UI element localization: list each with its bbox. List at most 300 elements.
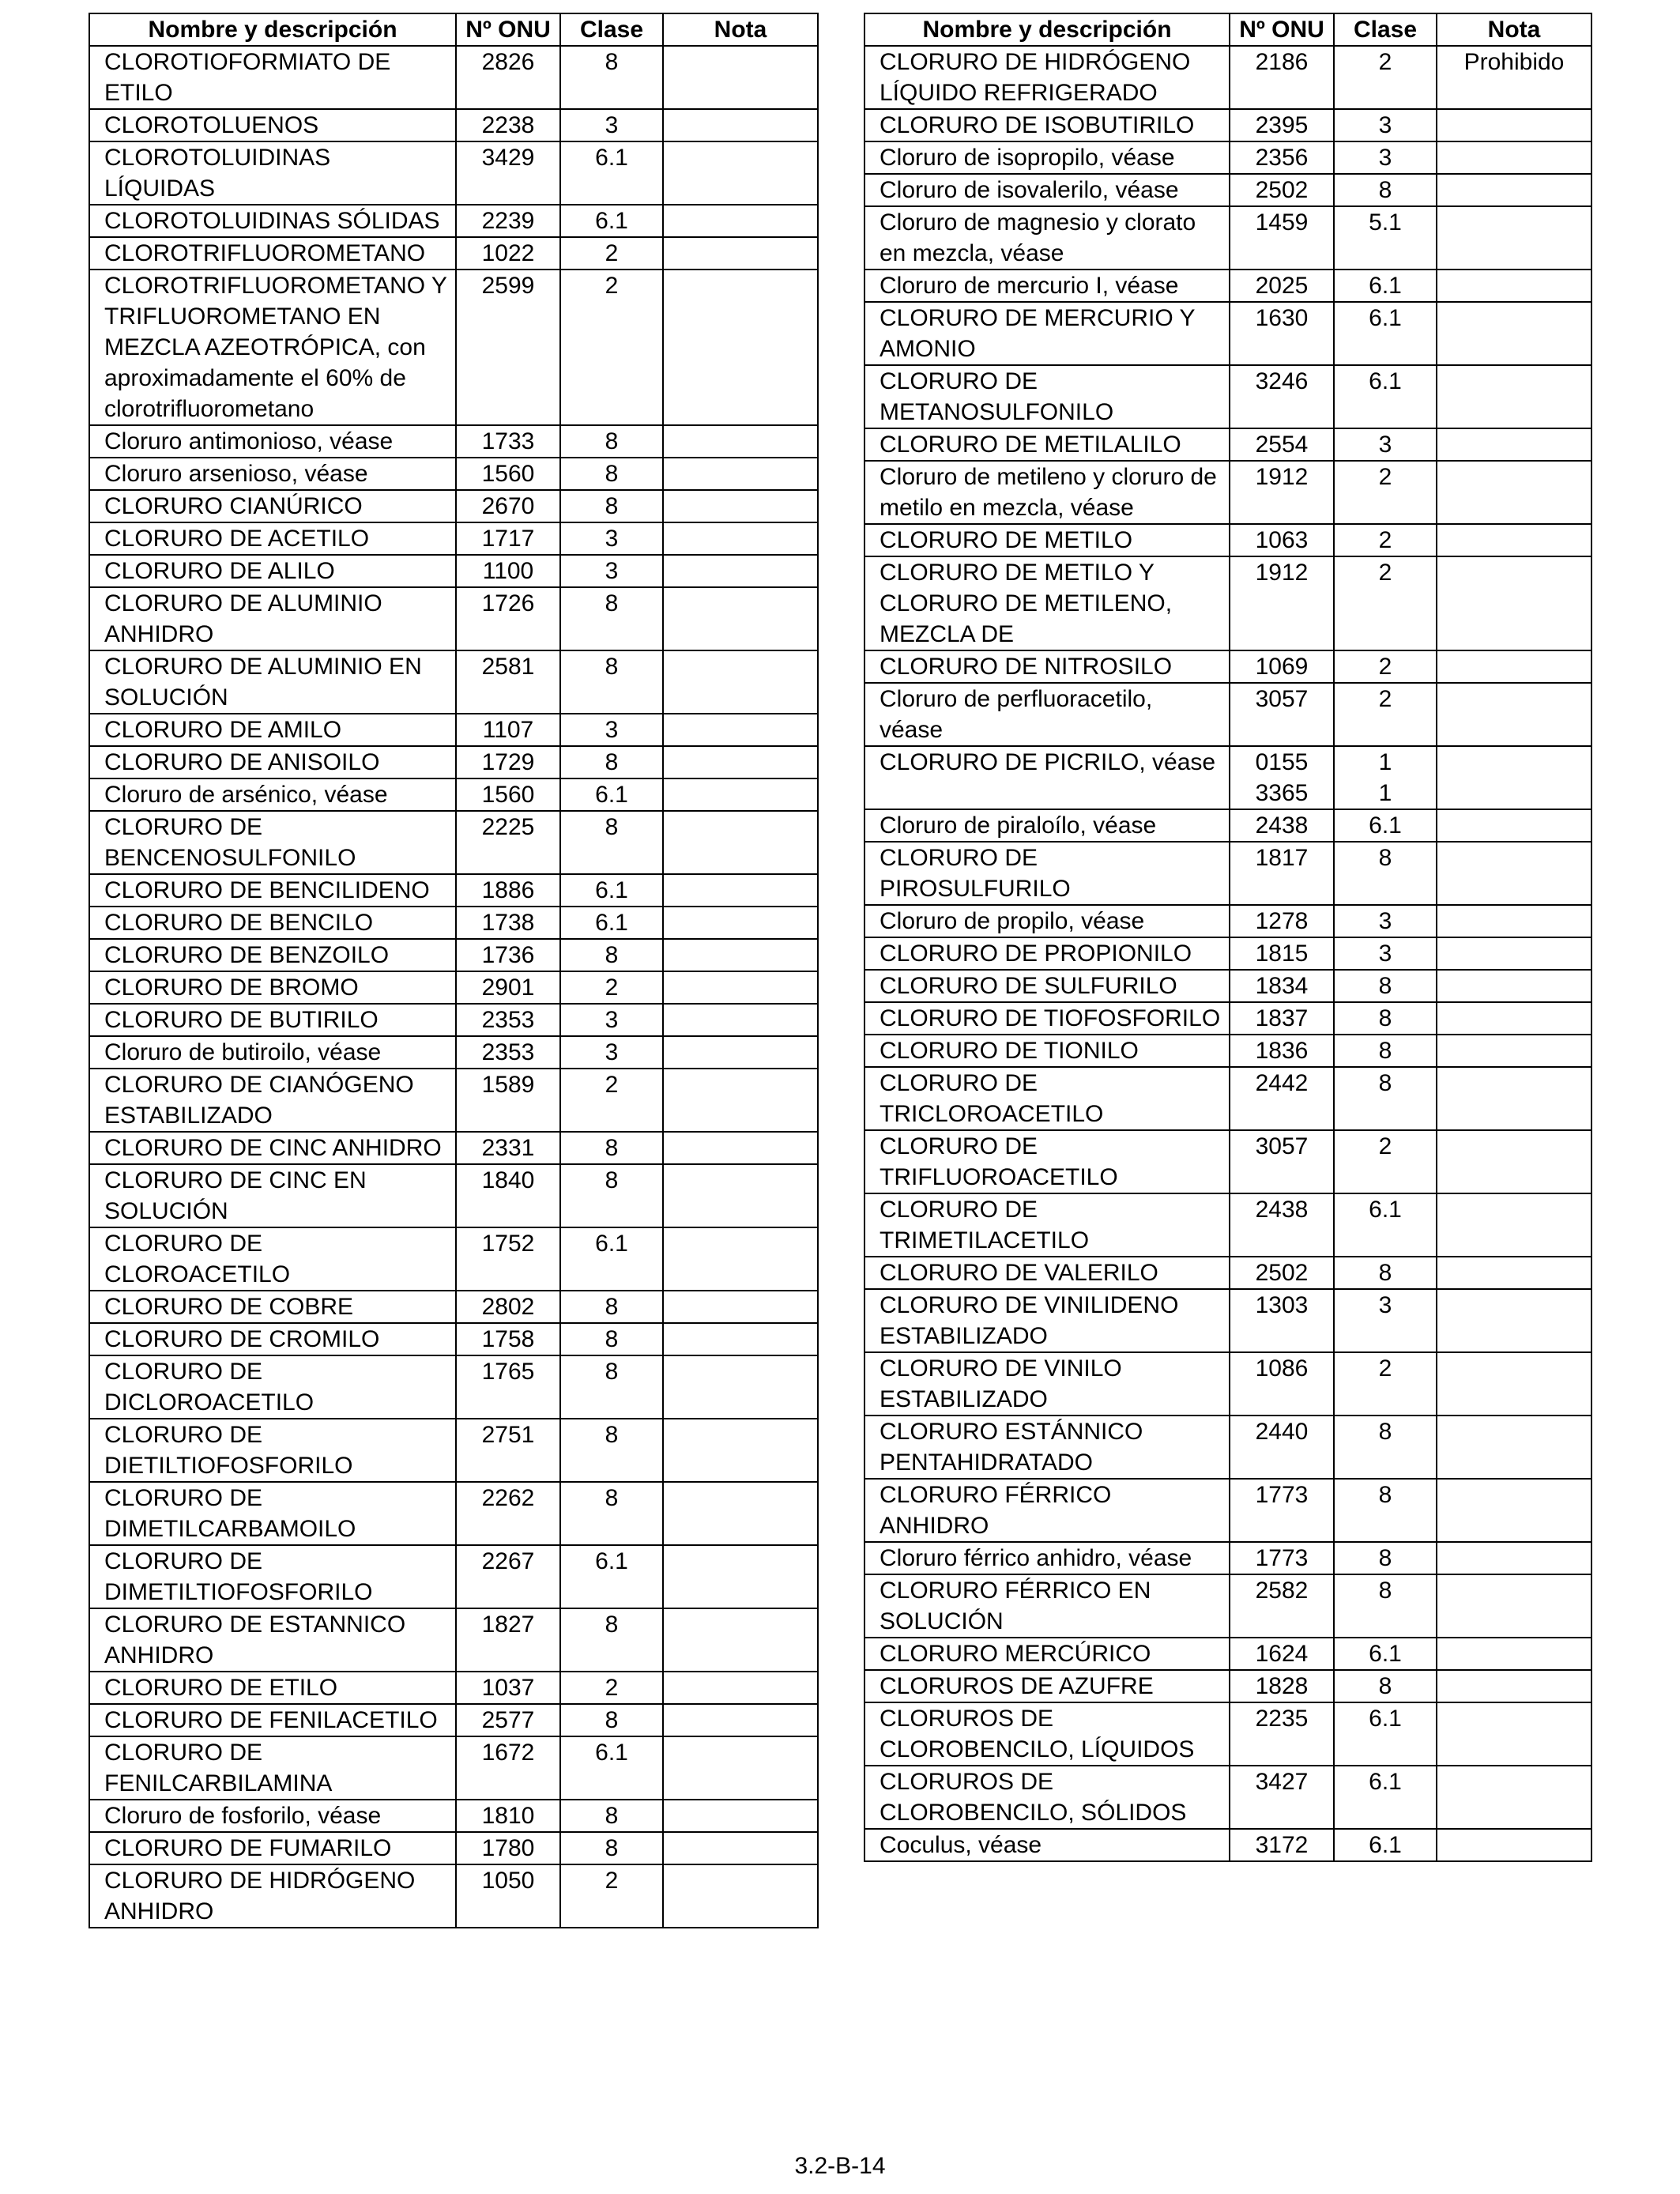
cell-onu: 1733: [456, 425, 560, 458]
cell-clase: 1 1: [1334, 746, 1437, 809]
table-row: [89, 1036, 818, 1069]
table-row: [864, 1352, 1591, 1416]
table-row: [89, 205, 818, 237]
table-row: [864, 937, 1591, 970]
cell-clase: 8: [560, 1482, 663, 1545]
cell-name: CLORURO DE CINC ANHIDRO: [89, 1132, 456, 1164]
cell-name: CLORURO DE NITROSILO: [864, 650, 1230, 683]
table-row: [89, 141, 818, 205]
cell-clase: 8: [1334, 1574, 1437, 1638]
cell-clase: 2: [560, 270, 663, 425]
cell-clase: 8: [560, 46, 663, 109]
table-row: [89, 425, 818, 458]
cell-nota: [663, 1736, 818, 1800]
table-row: [864, 1193, 1591, 1257]
cell-onu: 1459: [1230, 206, 1334, 270]
cell-name: CLORURO DE ETILO: [89, 1672, 456, 1704]
cell-name: CLORURO DE MERCURIO Y AMONIO: [864, 302, 1230, 365]
cell-onu: 2826: [456, 46, 560, 109]
cell-onu: 1037: [456, 1672, 560, 1704]
table-row: [864, 809, 1591, 842]
cell-nota: [663, 425, 818, 458]
cell-clase: 8: [1334, 1257, 1437, 1289]
cell-onu: 2802: [456, 1291, 560, 1323]
cell-clase: 8: [1334, 174, 1437, 206]
cell-name: CLORURO DE METILO: [864, 524, 1230, 556]
cell-onu: 1765: [456, 1355, 560, 1419]
cell-clase: 8: [560, 1355, 663, 1419]
table-row: [864, 206, 1591, 270]
cell-clase: 8: [560, 587, 663, 650]
cell-clase: 6.1: [560, 907, 663, 939]
cell-name: CLORURO DE ANISOILO: [89, 746, 456, 778]
cell-onu: 2262: [456, 1482, 560, 1545]
cell-clase: 6.1: [1334, 1638, 1437, 1670]
cell-name: CLOROTOLUENOS: [89, 109, 456, 141]
cell-nota: [1437, 809, 1591, 842]
table-row: [864, 905, 1591, 937]
cell-nota: [1437, 1638, 1591, 1670]
cell-name: Cloruro de butiroilo, véase: [89, 1036, 456, 1069]
cell-clase: 3: [560, 522, 663, 555]
table-row: [864, 556, 1591, 650]
cell-nota: [663, 1832, 818, 1864]
table-row: [89, 1800, 818, 1832]
table-row: [89, 1736, 818, 1800]
table-row: [864, 109, 1591, 141]
table-row: [864, 1829, 1591, 1861]
table-row: [864, 46, 1591, 109]
cell-clase: 6.1: [1334, 365, 1437, 428]
table-row: [864, 650, 1591, 683]
cell-nota: [663, 205, 818, 237]
cell-nota: [1437, 746, 1591, 809]
cell-nota: [663, 270, 818, 425]
table-header-row: [864, 13, 1591, 46]
table-row: [864, 970, 1591, 1002]
cell-name: CLORURO DE DIMETILCARBAMOILO: [89, 1482, 456, 1545]
table-row: [864, 1542, 1591, 1574]
cell-name: Cloruro de fosforilo, véase: [89, 1800, 456, 1832]
cell-name: CLORURO DE CIANÓGENO ESTABILIZADO: [89, 1069, 456, 1132]
table-row: [864, 1416, 1591, 1479]
cell-onu: 2751: [456, 1419, 560, 1482]
table-row: [864, 1670, 1591, 1702]
table-row: [89, 714, 818, 746]
cell-nota: [1437, 650, 1591, 683]
cell-nota: [663, 587, 818, 650]
cell-name: Cloruro de piraloílo, véase: [864, 809, 1230, 842]
table-row: [864, 1766, 1591, 1829]
cell-onu: 1912: [1230, 556, 1334, 650]
cell-name: CLORURO DE DIETILTIOFOSFORILO: [89, 1419, 456, 1482]
cell-clase: 6.1: [1334, 1766, 1437, 1829]
cell-nota: [663, 555, 818, 587]
cell-clase: 3: [1334, 905, 1437, 937]
cell-nota: [663, 1800, 818, 1832]
cell-name: CLORURO DE PICRILO, véase: [864, 746, 1230, 809]
cell-nota: [663, 1036, 818, 1069]
cell-clase: 8: [560, 1291, 663, 1323]
table-row: [89, 811, 818, 874]
cell-nota: [1437, 905, 1591, 937]
cell-clase: 2: [560, 1672, 663, 1704]
cell-clase: 6.1: [1334, 1193, 1437, 1257]
cell-nota: [663, 109, 818, 141]
table-row: [864, 1638, 1591, 1670]
cell-onu: 1780: [456, 1832, 560, 1864]
cell-onu: 2901: [456, 971, 560, 1004]
cell-name: CLORURO DE ALUMINIO ANHIDRO: [89, 587, 456, 650]
cell-name: CLORURO DE TIONILO: [864, 1035, 1230, 1067]
cell-clase: 8: [1334, 1416, 1437, 1479]
table-row: [89, 490, 818, 522]
cell-onu: 2267: [456, 1545, 560, 1608]
cell-clase: 6.1: [1334, 1702, 1437, 1766]
cell-name: CLORURO DE FUMARILO: [89, 1832, 456, 1864]
cell-nota: [663, 1672, 818, 1704]
cell-clase: 2: [560, 1069, 663, 1132]
cell-name: CLORURO CIANÚRICO: [89, 490, 456, 522]
cell-name: CLORURO DE HIDRÓGENO LÍQUIDO REFRIGERADO: [864, 46, 1230, 109]
cell-nota: [1437, 683, 1591, 746]
cell-nota: [663, 971, 818, 1004]
cell-onu: 2502: [1230, 1257, 1334, 1289]
cell-onu: 1834: [1230, 970, 1334, 1002]
cell-name: CLORURO DE CLOROACETILO: [89, 1227, 456, 1291]
cell-nota: [663, 522, 818, 555]
table-row: [864, 1574, 1591, 1638]
cell-name: Cloruro férrico anhidro, véase: [864, 1542, 1230, 1574]
cell-name: Cloruro antimonioso, véase: [89, 425, 456, 458]
table-row: [864, 524, 1591, 556]
cell-nota: [1437, 524, 1591, 556]
cell-clase: 8: [1334, 1479, 1437, 1542]
cell-name: CLORUROS DE CLOROBENCILO, LÍQUIDOS: [864, 1702, 1230, 1766]
cell-clase: 6.1: [560, 205, 663, 237]
cell-name: CLORURO DE VINILIDENO ESTABILIZADO: [864, 1289, 1230, 1352]
cell-name: CLORURO FÉRRICO EN SOLUCIÓN: [864, 1574, 1230, 1638]
cell-nota: [663, 1164, 818, 1227]
cell-name: CLORURO DE ALILO: [89, 555, 456, 587]
cell-nota: [663, 141, 818, 205]
cell-clase: 2: [1334, 556, 1437, 650]
table-row: [89, 237, 818, 270]
cell-onu: 1817: [1230, 842, 1334, 905]
cell-nota: [663, 1004, 818, 1036]
header-clase: Clase: [560, 13, 663, 46]
cell-nota: [1437, 1542, 1591, 1574]
table-row: [864, 1130, 1591, 1193]
cell-name: CLORURO DE ACETILO: [89, 522, 456, 555]
cell-onu: 2438: [1230, 1193, 1334, 1257]
cell-clase: 8: [1334, 1002, 1437, 1035]
cell-clase: 2: [560, 1864, 663, 1928]
cell-onu: 1717: [456, 522, 560, 555]
cell-onu: 1828: [1230, 1670, 1334, 1702]
cell-nota: [1437, 970, 1591, 1002]
table-row: [89, 1132, 818, 1164]
cell-name: CLORURO DE TIOFOSFORILO: [864, 1002, 1230, 1035]
cell-clase: 8: [560, 490, 663, 522]
table-row: [864, 1002, 1591, 1035]
table-row: [864, 174, 1591, 206]
cell-onu: 1630: [1230, 302, 1334, 365]
cell-name: CLORUROS DE CLOROBENCILO, SÓLIDOS: [864, 1766, 1230, 1829]
table-row: [89, 1832, 818, 1864]
cell-name: CLORURO DE AMILO: [89, 714, 456, 746]
cell-nota: [663, 1482, 818, 1545]
cell-clase: 3: [560, 555, 663, 587]
table-row: [89, 778, 818, 811]
cell-clase: 8: [560, 811, 663, 874]
cell-name: CLOROTOLUIDINAS SÓLIDAS: [89, 205, 456, 237]
cell-nota: [1437, 1130, 1591, 1193]
cell-clase: 3: [560, 109, 663, 141]
cell-onu: 2235: [1230, 1702, 1334, 1766]
cell-onu: 0155 3365: [1230, 746, 1334, 809]
cell-onu: 2438: [1230, 809, 1334, 842]
table-left-body: [89, 46, 818, 1928]
cell-nota: [663, 1419, 818, 1482]
cell-onu: 2670: [456, 490, 560, 522]
table-row: [864, 365, 1591, 428]
cell-nota: [1437, 428, 1591, 461]
cell-name: Cloruro de isovalerilo, véase: [864, 174, 1230, 206]
cell-name: CLORURO DE TRIMETILACETILO: [864, 1193, 1230, 1257]
table-row: [864, 1035, 1591, 1067]
cell-onu: 3057: [1230, 1130, 1334, 1193]
cell-name: Cloruro arsenioso, véase: [89, 458, 456, 490]
cell-name: CLOROTRIFLUOROMETANO: [89, 237, 456, 270]
table-row: [89, 939, 818, 971]
cell-nota: [1437, 302, 1591, 365]
cell-clase: 8: [560, 1800, 663, 1832]
cell-name: CLORUROS DE AZUFRE: [864, 1670, 1230, 1702]
cell-onu: 1560: [456, 778, 560, 811]
cell-onu: 2331: [456, 1132, 560, 1164]
table-row: [89, 1355, 818, 1419]
cell-nota: [663, 650, 818, 714]
cell-nota: [663, 1608, 818, 1672]
cell-nota: [663, 1864, 818, 1928]
header-clase: Clase: [1334, 13, 1437, 46]
cell-clase: 3: [1334, 428, 1437, 461]
cell-clase: 8: [1334, 1542, 1437, 1574]
cell-nota: [663, 778, 818, 811]
table-row: [89, 907, 818, 939]
cell-name: CLOROTRIFLUOROMETANO Y TRIFLUOROMETANO EN MEZCLA AZEOTRÓPICA, con aproximadamente el 60% de clorotrifluorometano: [89, 270, 456, 425]
cell-clase: 8: [1334, 1035, 1437, 1067]
cell-onu: 1589: [456, 1069, 560, 1132]
cell-onu: 1726: [456, 587, 560, 650]
cell-nota: [1437, 270, 1591, 302]
table-row: [864, 1067, 1591, 1130]
table-row: [89, 522, 818, 555]
cell-name: CLORURO DE ESTANNICO ANHIDRO: [89, 1608, 456, 1672]
cell-clase: 2: [1334, 1130, 1437, 1193]
table-right-body: [864, 46, 1591, 1861]
cell-nota: [1437, 461, 1591, 524]
table-row: [89, 1004, 818, 1036]
cell-name: Cloruro de perfluoracetilo, véase: [864, 683, 1230, 746]
cell-onu: 1107: [456, 714, 560, 746]
cell-onu: 1069: [1230, 650, 1334, 683]
cell-clase: 8: [1334, 842, 1437, 905]
cell-nota: [1437, 1257, 1591, 1289]
cell-onu: 2502: [1230, 174, 1334, 206]
cell-nota: [1437, 206, 1591, 270]
cell-nota: [663, 46, 818, 109]
cell-nota: [663, 1069, 818, 1132]
cell-onu: 2442: [1230, 1067, 1334, 1130]
cell-nota: [1437, 1829, 1591, 1861]
cell-nota: [1437, 1289, 1591, 1352]
table-row: [864, 461, 1591, 524]
cell-onu: 2238: [456, 109, 560, 141]
table-row: [89, 1069, 818, 1132]
table-row: [864, 270, 1591, 302]
cell-name: CLORURO DE METILO Y CLORURO DE METILENO, MEZCLA DE: [864, 556, 1230, 650]
table-header-row: [89, 13, 818, 46]
cell-onu: 2239: [456, 205, 560, 237]
cell-nota: [1437, 1067, 1591, 1130]
cell-onu: 1063: [1230, 524, 1334, 556]
cell-name: CLORURO DE PROPIONILO: [864, 937, 1230, 970]
header-nota: Nota: [1437, 13, 1591, 46]
cell-onu: 1836: [1230, 1035, 1334, 1067]
cell-clase: 2: [560, 237, 663, 270]
cell-clase: 3: [1334, 109, 1437, 141]
cell-clase: 8: [560, 1419, 663, 1482]
cell-name: CLORURO FÉRRICO ANHIDRO: [864, 1479, 1230, 1542]
table-row: [89, 746, 818, 778]
cell-clase: 3: [1334, 1289, 1437, 1352]
cell-name: CLORURO DE VALERILO: [864, 1257, 1230, 1289]
cell-clase: 3: [560, 714, 663, 746]
cell-name: CLORURO DE TRIFLUOROACETILO: [864, 1130, 1230, 1193]
cell-name: CLORURO DE METANOSULFONILO: [864, 365, 1230, 428]
table-row: [864, 683, 1591, 746]
cell-onu: 2186: [1230, 46, 1334, 109]
cell-onu: 1827: [456, 1608, 560, 1672]
cell-name: CLORURO MERCÚRICO: [864, 1638, 1230, 1670]
cell-nota: [1437, 109, 1591, 141]
cell-clase: 8: [560, 746, 663, 778]
table-row: [89, 46, 818, 109]
cell-onu: 1886: [456, 874, 560, 907]
table-row: [89, 1608, 818, 1672]
table-row: [89, 1291, 818, 1323]
cell-clase: 6.1: [560, 141, 663, 205]
cell-nota: [1437, 556, 1591, 650]
cell-onu: 3172: [1230, 1829, 1334, 1861]
cell-clase: 2: [1334, 46, 1437, 109]
table-row: [89, 1864, 818, 1928]
cell-clase: 3: [1334, 141, 1437, 174]
cell-clase: 6.1: [560, 778, 663, 811]
table-row: [89, 1704, 818, 1736]
cell-clase: 8: [560, 1832, 663, 1864]
cell-name: CLORURO DE HIDRÓGENO ANHIDRO: [89, 1864, 456, 1928]
cell-onu: 3427: [1230, 1766, 1334, 1829]
cell-clase: 8: [560, 1164, 663, 1227]
cell-nota: [663, 237, 818, 270]
header-onu: Nº ONU: [456, 13, 560, 46]
table-row: [89, 1672, 818, 1704]
cell-onu: 1736: [456, 939, 560, 971]
cell-clase: 6.1: [1334, 270, 1437, 302]
cell-nota: [663, 1545, 818, 1608]
cell-name: CLORURO DE BENCILO: [89, 907, 456, 939]
table-row: [89, 971, 818, 1004]
cell-onu: 2554: [1230, 428, 1334, 461]
cell-nota: [1437, 1766, 1591, 1829]
cell-onu: 1303: [1230, 1289, 1334, 1352]
cell-name: Cloruro de metileno y cloruro de metilo en mezcla, véase: [864, 461, 1230, 524]
cell-clase: 6.1: [1334, 1829, 1437, 1861]
cell-nota: [1437, 1035, 1591, 1067]
cell-onu: 1050: [456, 1864, 560, 1928]
cell-clase: 8: [1334, 1670, 1437, 1702]
cell-name: CLORURO DE DIMETILTIOFOSFORILO: [89, 1545, 456, 1608]
cell-clase: 3: [560, 1036, 663, 1069]
cell-nota: [1437, 365, 1591, 428]
cell-onu: 2577: [456, 1704, 560, 1736]
cell-clase: 8: [1334, 1067, 1437, 1130]
cell-clase: 2: [1334, 683, 1437, 746]
cell-name: CLORURO DE VINILO ESTABILIZADO: [864, 1352, 1230, 1416]
page-number: 3.2-B-14: [794, 2153, 886, 2179]
header-nota: Nota: [663, 13, 818, 46]
cell-nota: [1437, 937, 1591, 970]
cell-nota: [663, 1132, 818, 1164]
cell-nota: [663, 490, 818, 522]
cell-clase: 8: [560, 1323, 663, 1355]
cell-clase: 8: [1334, 970, 1437, 1002]
cell-clase: 8: [560, 458, 663, 490]
cell-name: CLOROTOLUIDINAS LÍQUIDAS: [89, 141, 456, 205]
cell-onu: 3057: [1230, 683, 1334, 746]
table-row: [864, 746, 1591, 809]
table-row: [89, 1419, 818, 1482]
cell-name: CLORURO DE BENCENOSULFONILO: [89, 811, 456, 874]
cell-onu: 1840: [456, 1164, 560, 1227]
table-row: [89, 587, 818, 650]
cell-clase: 6.1: [560, 874, 663, 907]
cell-onu: 1672: [456, 1736, 560, 1800]
cell-name: CLORURO DE SULFURILO: [864, 970, 1230, 1002]
cell-clase: 2: [1334, 524, 1437, 556]
cell-clase: 2: [1334, 1352, 1437, 1416]
table-left: [89, 13, 819, 1928]
cell-onu: 2353: [456, 1036, 560, 1069]
cell-onu: 1773: [1230, 1479, 1334, 1542]
cell-name: CLORURO DE BENZOILO: [89, 939, 456, 971]
cell-onu: 1022: [456, 237, 560, 270]
cell-nota: [1437, 1702, 1591, 1766]
cell-nota: Prohibido: [1437, 46, 1591, 109]
cell-onu: 1837: [1230, 1002, 1334, 1035]
cell-nota: [663, 811, 818, 874]
cell-name: CLOROTIOFORMIATO DE ETILO: [89, 46, 456, 109]
cell-name: CLORURO DE CROMILO: [89, 1323, 456, 1355]
cell-clase: 5.1: [1334, 206, 1437, 270]
cell-onu: 1758: [456, 1323, 560, 1355]
cell-onu: 1773: [1230, 1542, 1334, 1574]
cell-clase: 3: [1334, 937, 1437, 970]
cell-name: CLORURO DE COBRE: [89, 1291, 456, 1323]
